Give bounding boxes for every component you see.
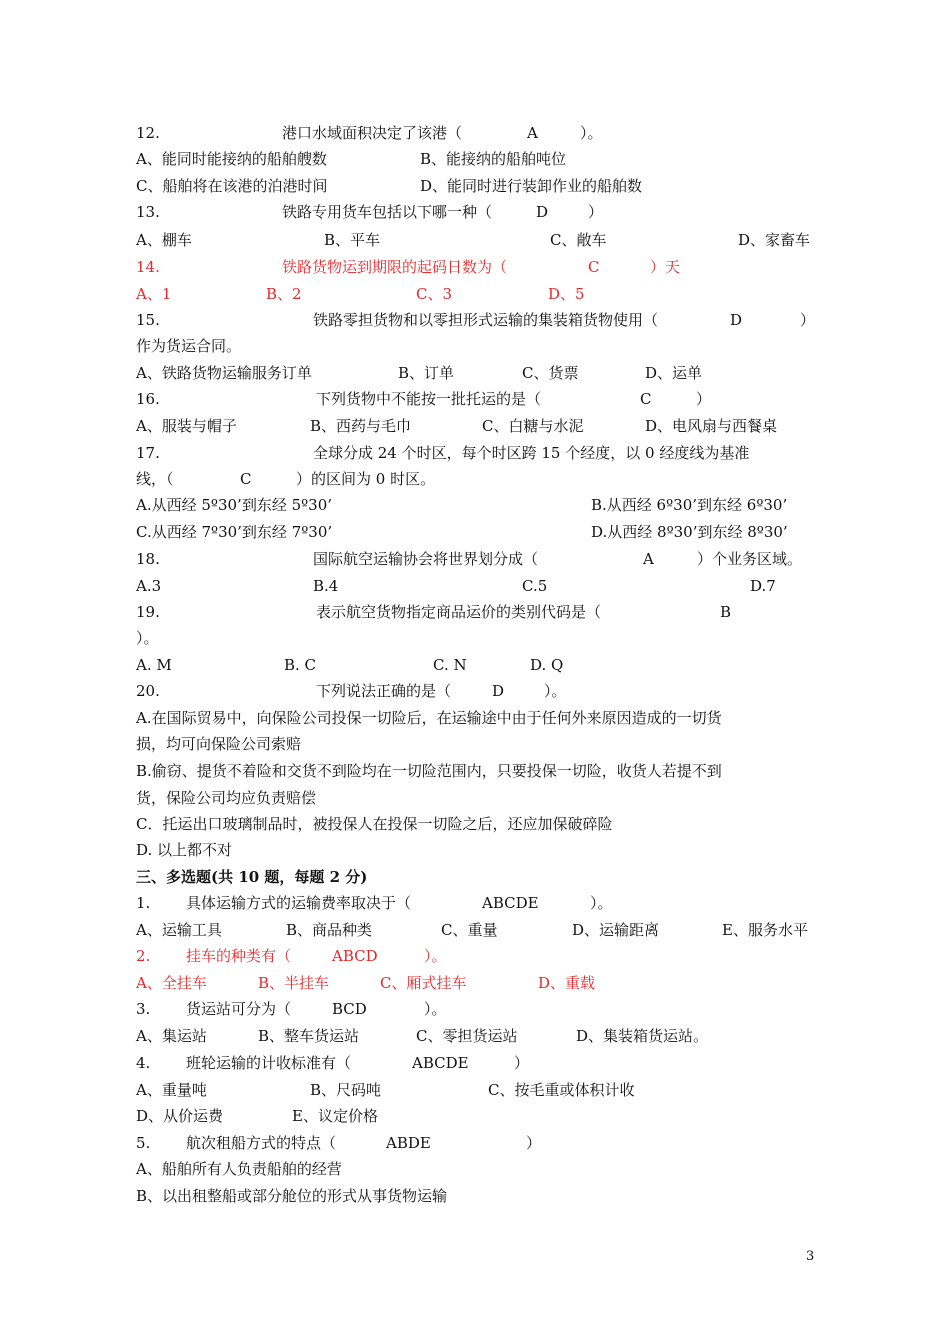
q18-number: 18. bbox=[136, 550, 160, 568]
q13-answer: D bbox=[536, 203, 549, 221]
q15-continuation: 作为货运合同。 bbox=[136, 337, 242, 355]
q20-option-b-line2: 货，保险公司均应负责赔偿 bbox=[136, 789, 317, 807]
q19-option-a: A. M bbox=[136, 656, 172, 674]
q19-option-d: D. Q bbox=[530, 656, 564, 674]
m1-option-c: C、重量 bbox=[441, 921, 498, 939]
q18-option-a: A.3 bbox=[136, 577, 162, 595]
m4-answer: ABCDE bbox=[412, 1054, 469, 1072]
q16-answer: C bbox=[640, 390, 652, 408]
q15-close: ） bbox=[800, 311, 816, 329]
m5-number: 5. bbox=[136, 1134, 151, 1152]
m4-option-d: D、从价运费 bbox=[136, 1107, 224, 1125]
q15-option-c: C、货票 bbox=[522, 364, 579, 382]
m5-option-b: B、以出租整船或部分舱位的形式从事货物运输 bbox=[136, 1187, 448, 1205]
q17-option-a: A.从西经 5º30’到东经 5º30’ bbox=[136, 496, 333, 514]
m4-close: ） bbox=[514, 1054, 530, 1072]
q19-answer: B bbox=[720, 603, 732, 621]
q14-option-b: B、2 bbox=[266, 285, 302, 303]
q20-stem: 下列说法正确的是（ bbox=[316, 682, 452, 700]
q12-close: ）。 bbox=[580, 124, 603, 142]
q13-close: ） bbox=[588, 203, 604, 221]
q20-option-c: C．托运出口玻璃制品时，被投保人在投保一切险之后，还应加保破碎险 bbox=[136, 815, 613, 833]
q14-option-a: A、1 bbox=[136, 285, 172, 303]
m2-option-b: B、半挂车 bbox=[258, 974, 330, 992]
q16-option-d: D、电风扇与西餐桌 bbox=[645, 417, 778, 435]
q13-option-b: B、平车 bbox=[324, 231, 381, 249]
q17-option-c: C.从西经 7º30’到东经 7º30’ bbox=[136, 523, 333, 541]
q19-stem: 表示航空货物指定商品运价的类别代码是（ bbox=[316, 603, 602, 621]
m4-option-e: E、议定价格 bbox=[292, 1107, 378, 1125]
q12-answer: A bbox=[527, 124, 538, 142]
m3-stem: 货运站可分为（ bbox=[186, 1000, 292, 1018]
m1-option-d: D、运输距离 bbox=[572, 921, 660, 939]
q12-option-a: A、能同时能接纳的船舶艘数 bbox=[136, 150, 327, 168]
m2-answer: ABCD bbox=[332, 947, 378, 965]
m1-option-e: E、服务水平 bbox=[722, 921, 808, 939]
m1-number: 1. bbox=[136, 894, 151, 912]
q20-option-b-line1: B.偷窃、提货不着险和交货不到险均在一切险范围内，只要投保一切险，收货人若提不到 bbox=[136, 762, 722, 780]
q12-option-d: D、能同时进行装卸作业的船舶数 bbox=[420, 177, 643, 195]
q13-option-d: D、家畜车 bbox=[738, 231, 811, 249]
q18-option-c: C.5 bbox=[522, 577, 548, 595]
m5-close: ） bbox=[526, 1134, 542, 1152]
q13-option-c: C、敞车 bbox=[550, 231, 607, 249]
q15-number: 15. bbox=[136, 311, 160, 329]
m1-option-b: B、商品种类 bbox=[286, 921, 373, 939]
q16-number: 16. bbox=[136, 390, 160, 408]
q19-close: ）。 bbox=[136, 629, 159, 647]
q20-option-a-line1: A.在国际贸易中，向保险公司投保一切险后，在运输途中由于任何外来原因造成的一切货 bbox=[136, 709, 722, 727]
m3-option-a: A、集运站 bbox=[136, 1027, 207, 1045]
q13-number: 13. bbox=[136, 203, 160, 221]
q18-answer: A bbox=[643, 550, 654, 568]
q14-answer: C bbox=[588, 258, 600, 276]
q14-option-d: D、5 bbox=[548, 285, 585, 303]
q18-close: ）个业务区域。 bbox=[697, 550, 803, 568]
q17-option-b: B.从西经 6º30’到东经 6º30’ bbox=[591, 496, 788, 514]
q19-option-b: B. C bbox=[284, 656, 317, 674]
q17-option-d: D.从西经 8º30’到东经 8º30’ bbox=[591, 523, 788, 541]
q16-option-b: B、西药与毛巾 bbox=[310, 417, 412, 435]
q18-stem: 国际航空运输协会将世界划分成（ bbox=[313, 550, 539, 568]
q19-number: 19. bbox=[136, 603, 160, 621]
page-number: 3 bbox=[806, 1249, 815, 1264]
q17-number: 17. bbox=[136, 444, 160, 462]
section-heading-multiple-choice: 三、多选题(共 10 题，每题 2 分) bbox=[136, 868, 368, 886]
q20-close: ）。 bbox=[544, 682, 567, 700]
m2-option-a: A、全挂车 bbox=[136, 974, 207, 992]
m4-option-a: A、重量吨 bbox=[136, 1081, 207, 1099]
q17-answer: C bbox=[240, 470, 252, 488]
m2-close: ）。 bbox=[424, 947, 447, 965]
q16-close: ） bbox=[696, 390, 712, 408]
m4-option-b: B、尺码吨 bbox=[310, 1081, 382, 1099]
m2-option-c: C、厢式挂车 bbox=[380, 974, 467, 992]
q13-option-a: A、棚车 bbox=[136, 231, 192, 249]
m3-number: 3. bbox=[136, 1000, 151, 1018]
q20-answer: D bbox=[492, 682, 505, 700]
m3-answer: BCD bbox=[332, 1000, 367, 1018]
q17-stem: 全球分成 24 个时区，每个时区跨 15 个经度，以 0 经度线为基准 bbox=[313, 444, 750, 462]
q15-option-d: D、运单 bbox=[645, 364, 703, 382]
q14-option-c: C、3 bbox=[416, 285, 453, 303]
q18-option-d: D.7 bbox=[750, 577, 776, 595]
q17-close: ）的区间为 0 时区。 bbox=[296, 470, 436, 488]
m4-option-c: C、按毛重或体积计收 bbox=[488, 1081, 635, 1099]
q20-number: 20. bbox=[136, 682, 160, 700]
m3-close: ）。 bbox=[424, 1000, 447, 1018]
m5-answer: ABDE bbox=[386, 1134, 431, 1152]
q15-answer: D bbox=[730, 311, 743, 329]
q12-stem: 港口水域面积决定了该港（ bbox=[282, 124, 463, 142]
q19-option-c: C. N bbox=[433, 656, 467, 674]
q12-option-c: C、船舶将在该港的泊港时间 bbox=[136, 177, 328, 195]
m2-stem: 挂车的种类有（ bbox=[186, 947, 292, 965]
q13-stem: 铁路专用货车包括以下哪一种（ bbox=[282, 203, 493, 221]
m2-number: 2. bbox=[136, 947, 151, 965]
m5-option-a: A、船舶所有人负责船舶的经营 bbox=[136, 1160, 342, 1178]
m2-option-d: D、重载 bbox=[538, 974, 596, 992]
m1-option-a: A、运输工具 bbox=[136, 921, 222, 939]
q15-option-b: B、订单 bbox=[398, 364, 455, 382]
q14-stem: 铁路货物运到期限的起码日数为（ bbox=[282, 258, 508, 276]
q15-stem: 铁路零担货物和以零担形式运输的集装箱货物使用（ bbox=[313, 311, 659, 329]
m3-option-b: B、整车货运站 bbox=[258, 1027, 360, 1045]
m3-option-c: C、零担货运站 bbox=[416, 1027, 518, 1045]
q20-option-a-line2: 损，均可向保险公司索赔 bbox=[136, 735, 302, 753]
q15-option-a: A、铁路货物运输服务订单 bbox=[136, 364, 312, 382]
m1-stem: 具体运输方式的运输费率取决于（ bbox=[186, 894, 412, 912]
m4-stem: 班轮运输的计收标准有（ bbox=[186, 1054, 352, 1072]
q12-number: 12. bbox=[136, 124, 160, 142]
m1-close: ）。 bbox=[590, 894, 613, 912]
q14-close: ）天 bbox=[650, 258, 681, 276]
q16-option-a: A、服装与帽子 bbox=[136, 417, 237, 435]
m1-answer: ABCDE bbox=[482, 894, 539, 912]
q12-option-b: B、能接纳的船舶吨位 bbox=[420, 150, 567, 168]
q16-stem: 下列货物中不能按一批托运的是（ bbox=[316, 390, 542, 408]
q18-option-b: B.4 bbox=[313, 577, 339, 595]
m4-number: 4. bbox=[136, 1054, 151, 1072]
q14-number: 14. bbox=[136, 258, 160, 276]
q20-option-d: D. 以上都不对 bbox=[136, 841, 233, 859]
q16-option-c: C、白糖与水泥 bbox=[482, 417, 584, 435]
m5-stem: 航次租船方式的特点（ bbox=[186, 1134, 337, 1152]
m3-option-d: D、集装箱货运站。 bbox=[576, 1027, 709, 1045]
q17-continuation: 线，（ bbox=[136, 470, 174, 488]
